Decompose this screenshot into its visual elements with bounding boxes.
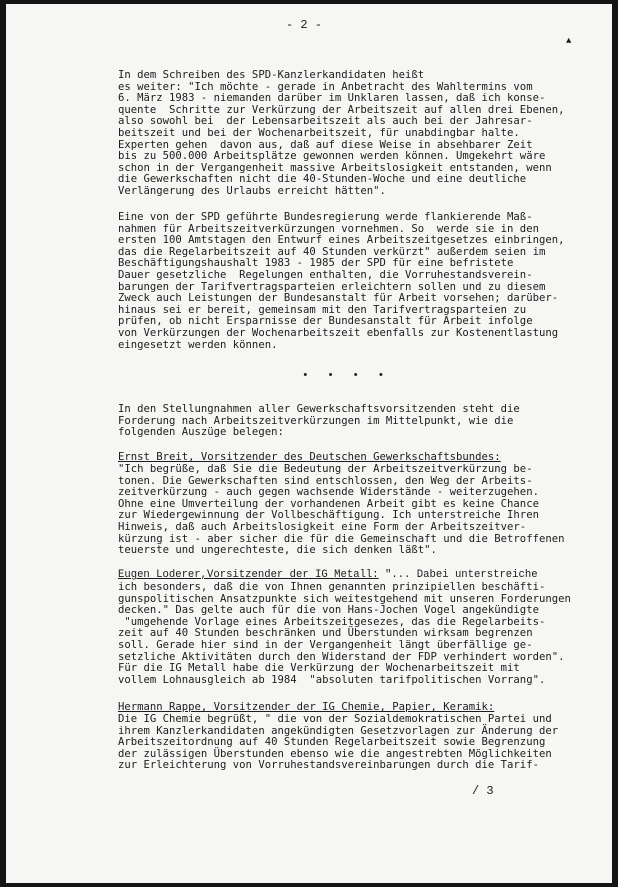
heading-breit: Ernst Breit, Vorsitzender des Deutschen Gewerkschaftsbundes: xyxy=(118,451,501,463)
quote-rappe: Die IG Chemie begrüßt, " die von der Sozialdemokratischen Partei und ihrem Kanzlerkandidaten angekündigten Gesetzvorlagen zur Änderung der Arbeitszeitordnung auf 40 Stunden Regelarbeitszeit sowie Begrenzung der zulässigen Überstunden ebenso wie die angestrebten Möglichkeiten zur Erleichterung von Vorruhestandsvereinbarungen durch die Tarif- xyxy=(118,713,559,772)
page-number: - 2 - xyxy=(286,18,323,32)
document-page xyxy=(6,4,612,883)
quote-breit: "Ich begrüße, daß Sie die Bedeutung der Arbeitszeitverkürzung be- tonen. Die Gewerkschaften sind entschlossen, den Weg der Arbeits- zeitverkürzung - auch gegen wachsende Widerstände - weiterzugehen. Ohne eine Umverteilung der vorhandenen Arbeit gibt es keine Chance zur Wiedergewinnung der Vollbeschäftigung. Ich unterstreiche Ihren Hinweis, daß auch Arbeitslosigkeit eine Form der Arbeitszeitver- kürzung ist - aber sicher die für die Gemeinschaft und die Betroffenen teuerste und ungerechteste, die sich denken läßt". xyxy=(118,463,565,557)
section-separator: • • • • xyxy=(302,370,391,382)
loderer-first-text: "... Dabei unterstreiche xyxy=(378,569,538,581)
paragraph-letter-quote: In dem Schreiben des SPD-Kanzlerkandidaten heißt es weiter: "Ich möchte - gerade in Anbetracht des Wahltermins vom 6. März 1983 - niemanden darüber im Unklaren lassen, daß ich konse- quente Schritte zur Verkürzung der Arbeitszeit auf allen drei Ebenen, also sowohl bei der Lebensarbeitszeit als auch bei der Jahresar- beitszeit und bei der Wochenarbeitszeit, für unabdingbar halte. Experten gehen davon aus, daß auf diese Weise in absehbarer Zeit bis zu 500.000 Arbeitsplätze gewonnen werden können. Umgekehrt wäre schon in der Vergangenheit massive Arbeitslosigkeit entstanden, wenn die Gewerkschaften nicht die 40-Stunden-Woche und eine deutliche Verlängerung des Urlaubs erreicht hätten". xyxy=(118,69,565,197)
corner-mark: ▲ xyxy=(566,36,572,46)
loderer-first-line xyxy=(118,570,578,582)
continuation-marker: / 3 xyxy=(472,784,494,798)
paragraph-spd-measures: Eine von der SPD geführte Bundesregierung werde flankierende Maß- nahmen für Arbeitszeitverkürzungen vornehmen. So werde sie in den ersten 100 Amtstagen den Entwurf eines Arbeitszeitgesetzes einbringen, das die Regelarbeitszeit auf 40 Stunden verkürzt" außerdem seien im Beschäftigungshaushalt 1983 - 1985 der SPD für eine befristete Dauer gesetzliche Regelungen enthalten, die Vorruhestandsverein- barungen der Tarifvertragsparteien erleichtern sollen und zu diesem Zweck auch Leistungen der Bundesanstalt für Arbeit vorsehen; darüber- hinaus sei er bereit, gemeinsam mit den Tarifvertragsparteien zu prüfen, ob nicht Ersparnisse der Bundesanstalt für Arbeit infolge von Verkürzungen der Wochenarbeitszeit ebenfalls zur Kostenentlastung eingesetzt werden können. xyxy=(118,211,565,351)
heading-rappe: Hermann Rappe, Vorsitzender der IG Chemie, Papier, Keramik: xyxy=(118,701,495,713)
paragraph-union-statements: In den Stellungnahmen aller Gewerkschaftsvorsitzenden steht die Forderung nach Arbeitszeitverkürzungen im Mittelpunkt, wie die folgenden Auszüge belegen: xyxy=(118,403,520,439)
quote-loderer: ich besonders, daß die von Ihnen genannten prinzipiellen beschäfti- gunspolitischen Ansatzpunkte sich weitestgehend mit unseren Forderungen decken." Das gelte auch für die von Hans-Jochen Vogel angekündigte "umgehende Vorlage eines Arbeitszeitgesezes, das die Regelarbeits- zeit auf 40 Stunden beschränken und Überstunden wirksam begrenzen soll. Gerade hier sind in der Vergangenheit längt überfällige ge- setzliche Aktivitäten durch den Widerstand der FDP verhindert worden". Für die IG Metall habe die Verkürzung der Wochenarbeitszeit mit vollem Lohnausgleich ab 1984 "absoluten tarifpolitischen Vorrang". xyxy=(118,581,571,686)
heading-loderer: Eugen Loderer,Vorsitzender der IG Metall: xyxy=(118,569,379,581)
